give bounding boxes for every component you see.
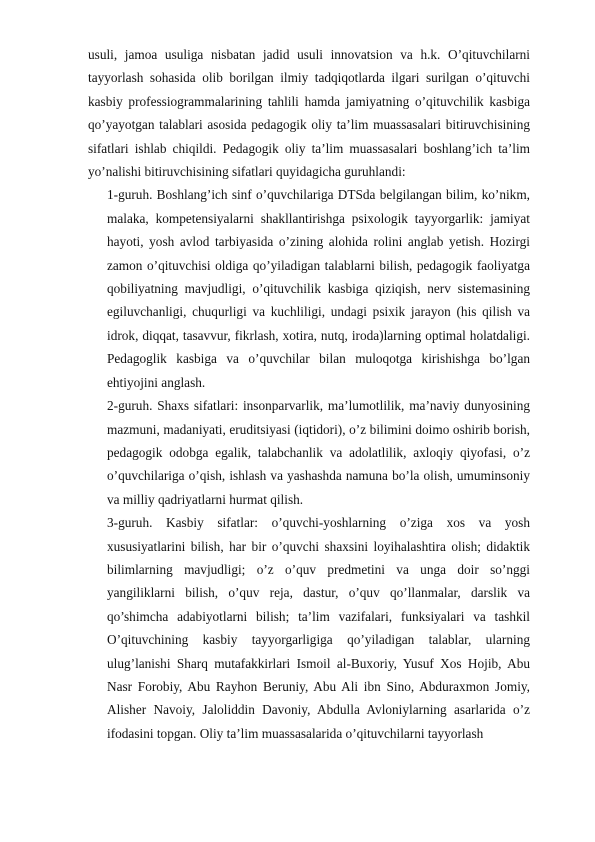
document-page xyxy=(88,43,530,745)
paragraph-intro: usuli, jamoa usuliga nisbatan jadid usuli innovatsion va h.k. O’qituvchilarni tayyorlash sohasida olib borilgan ilmiy tadqiqotlarda ilgari surilgan o’qituvchi kasbiy professiogrammalarining tahlili hamda jamiyatning o’qituvchilik kasbiga qo’yayotgan talablari asosida pedagogik oliy ta’lim muassasalari bitiruvchisining sifatlari ishlab chiqildi. Pedagogik oliy ta’lim muassasalari boshlang’ich ta’lim yo’nalishi bitiruvchisining sifatlari quyidagicha guruhlandi: xyxy=(88,47,530,180)
paragraph-group-2: 2-guruh. Shaxs sifatlari: insonparvarlik, ma’lumotlilik, ma’naviy dunyosining mazmuni, madaniyati, eruditsiyasi (iqtidori), o’z bilimini doimo oshirib borish, pedagogik odobga egalik, talabchanlik va adolatlilik, axloqiy qiyofasi, o’z o’quvchilariga o’qish, ishlash va yashashda namuna bo’la olish, umuminsoniy va milliy qadriyatlarni hurmat qilish. xyxy=(107,398,530,507)
paragraph-group-1: 1-guruh. Boshlang’ich sinf o’quvchilariga DTSda belgilangan bilim, ko’nikm, malaka, kompetensiyalarni shakllantirishga psixologik tayyorgarlik: jamiyat hayoti, yosh avlod tarbiyasida o’zining alohida rolini anglab yetish. Hozirgi zamon o’qituvchisi oldiga qo’yiladigan talablarni bilish, pedagogik faoliyatga qobiliyatning mavjudligi, o’qituvchilik kasbiga qiziqish, nerv sistemasining egiluvchanligi, chuqurligi va kuchliligi, undagi psixik jarayon (his qilish va idrok, diqqat, tasavvur, fikrlash, xotira, nutq, iroda)larning optimal holatdaligi. Pedagoglik kasbiga va o’quvchilar bilan muloqotga kirishishga bo’lgan ehtiyojini anglash. xyxy=(107,187,530,390)
paragraph-group-3: 3-guruh. Kasbiy sifatlar: o’quvchi-yoshlarning o’ziga xos va yosh xususiyatlarini bilish, har bir o’quvchi shaxsini loyihalashtira olish; didaktik bilimlarning mavjudligi; o’z o’quv predmetini va unga doir so’nggi yangiliklarni bilish, o’quv reja, dastur, o’quv qo’llanmalar, darslik va qo’shimcha adabiyotlarni bilish; ta’lim vazifalari, funksiyalari va tashkil O’qituvchining kasbiy tayyorgarligiga qo’yiladigan talablar, ularning ulug’lanishi Sharq mutafakkirlari Ismoil al-Buxoriy, Yusuf Xos Hojib, Abu Nasr Forobiy, Abu Rayhon Beruniy, Abu Ali ibn Sino, Abduraxmon Jomiy, Alisher Navoiy, Jaloliddin Davoniy, Abdulla Avloniylarning asarlarida o’z ifodasini topgan. Oliy ta’lim muassasalarida o’qituvchilarni tayyorlash xyxy=(107,515,530,741)
